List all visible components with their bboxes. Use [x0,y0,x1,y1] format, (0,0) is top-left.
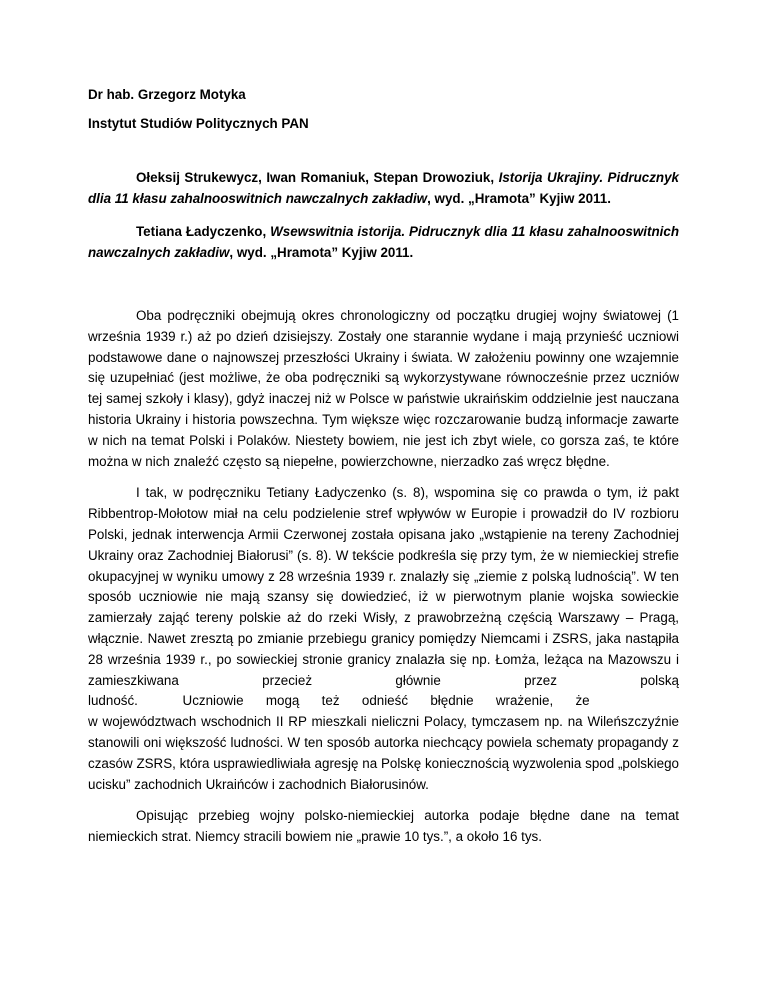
document-page [88,86,679,848]
reference-2-publisher: , wyd. „Hramota” Kyjiw 2011. [229,245,414,260]
author-institute: Instytut Studiów Politycznych PAN [88,116,309,131]
paragraph-2 [88,483,679,795]
author-name: Dr hab. Grzegorz Motyka [88,87,246,102]
reference-2-title: Wsewswitnia istorija. Pidrucznyk dlia 11 kłasu zahalnooswitnich nawczalnych zakładiw [88,224,679,260]
paragraph-2-part-b: ludność. Uczniowie mogą też odnieść błędnie wrażenie, że [88,693,590,709]
paragraph-2-part-c: w województwach wschodnich II RP mieszkali nieliczni Polacy, tymczasem np. na Wileńszczyźnie stanowili oni większość ludności. W ten sposób autorka niechcący powiela schematy propagandy z czasów ZSRS, która usprawiedliwiała agresję na Polskę koniecznością wyzwolenia spod „polskiego ucisku” zachodnich Ukraińców i zachodnich Białorusinów. [88,714,679,792]
reference-1-title: Istorija Ukrajiny. Pidrucznyk dlia 11 kłasu zahalnooswitnich nawczalnych zakładiw [88,170,679,206]
reference-1-publisher: , wyd. „Hramota” Kyjiw 2011. [427,191,611,206]
reference-2 [88,221,679,263]
reference-2-authors: Tetiana Ładyczenko, [136,224,271,239]
reference-1 [88,167,679,209]
paragraph-2-part-a: I tak, w podręczniku Tetiany Ładyczenko (s. 8), wspomina się co prawda o tym, iż pakt Ribbentrop-Mołotow miał na celu podzielenie stref wpływów w Europie i prowadził do IV rozbioru Polski, jednak interwencja Armii Czerwonej została opisana jako „wstąpienie na tereny Zachodniej Ukrainy oraz Zachodniej Białorusi” (s. 8). W tekście podkreśla się przy tym, że w niemieckiej strefie okupacyjnej w wyniku umowy z 28 września 1939 r. znalazły się „ziemie z polską ludnością”. W ten sposób uczniowie nie mają szansy się dowiedzieć, iż w pierwotnym planie wojska sowieckie zamierzały zająć tereny polskie aż do rzeki Wisły, z prawobrzeżną częścią Warszawy – Pragą, włącznie. Nawet zresztą po zmianie przebiegu granicy pomiędzy Niemcami i ZSRS, jaka nastąpiła 28 września 1939 r., po sowieckiej stronie granicy znalazła się np. Łomża, leżąca na Mazowszu i zamieszkiwana przecież głównie przez polską [88,485,679,688]
reference-1-authors: Ołeksij Strukewycz, Iwan Romaniuk, Stepan Drowoziuk, [136,170,499,185]
paragraph-3: Opisując przebieg wojny polsko-niemieckiej autorka podaje błędne dane na temat niemieckich strat. Niemcy stracili bowiem nie „prawie 10 tys.”, a około 16 tys. [88,808,679,845]
paragraph-1: Oba podręczniki obejmują okres chronologiczny od początku drugiej wojny światowej (1 września 1939 r.) aż po dzień dzisiejszy. Zostały one starannie wydane i mają przynieść uczniowi podstawowe dane o najnowszej przeszłości Ukrainy i świata. W założeniu powinny one wzajemnie się uzupełniać (jest możliwe, że oba podręczniki są wykorzystywane równocześnie przez uczniów tej samej szkoły i klasy), gdyż inaczej niż w Polsce w państwie ukraińskim oddzielnie jest nauczana historia Ukrainy i historia powszechna. Tym większe więc rozczarowanie budzą informacje zawarte w nich na temat Polski i Polaków. Niestety bowiem, nie jest ich zbyt wiele, co gorsza zaś, te które można w nich znaleźć często są niepełne, powierzchowne, nierzadko zaś wręcz błędne. [88,308,679,469]
